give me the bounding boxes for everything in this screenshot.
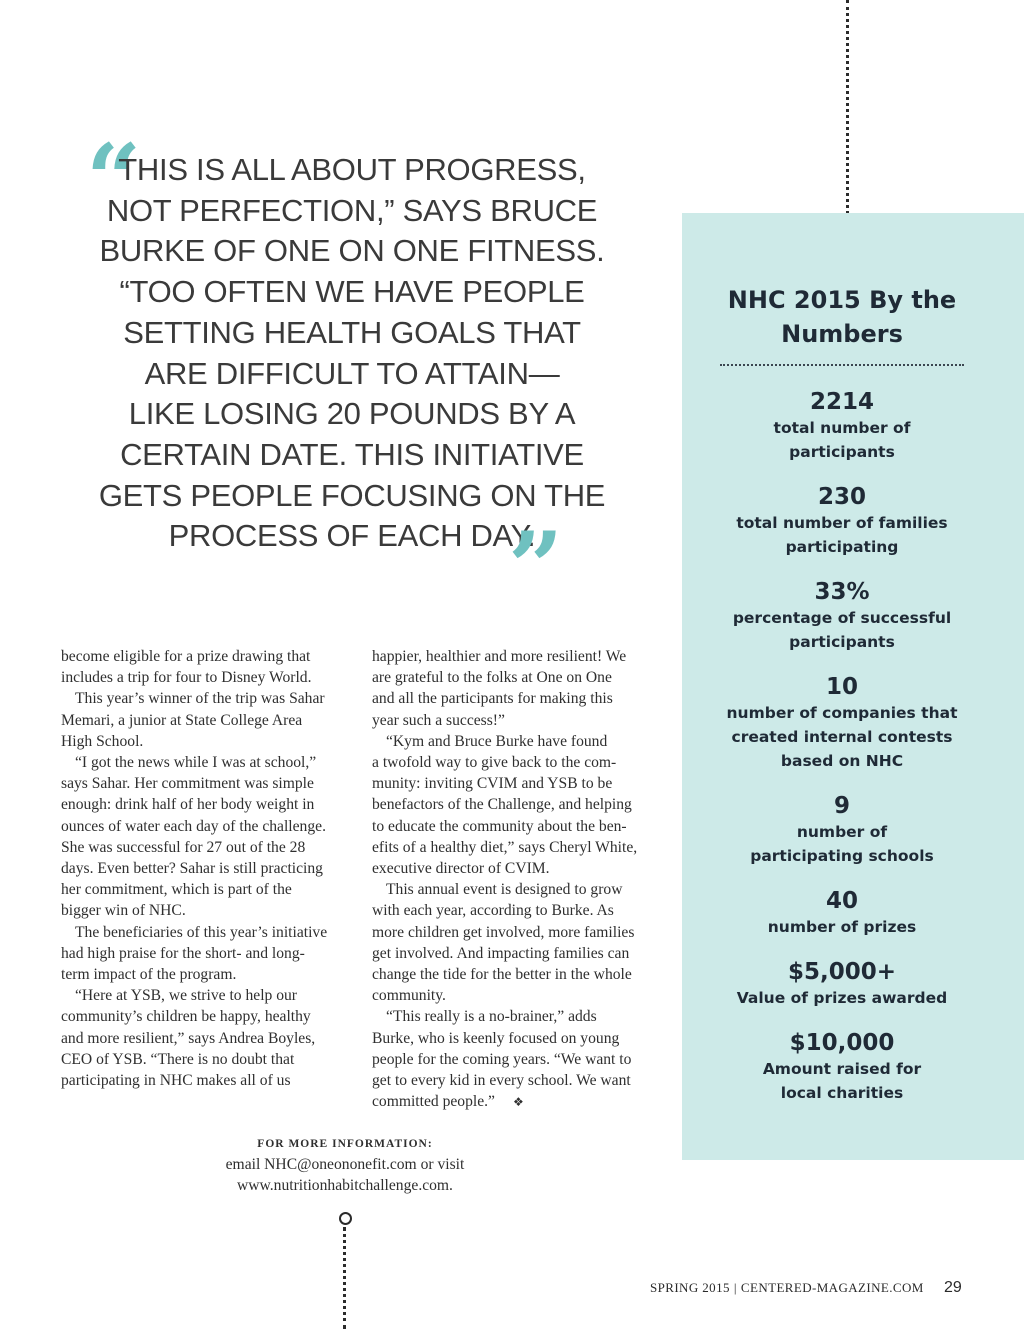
stat-label (682, 1057, 1002, 1105)
article-line: days. Even better? Sahar is still practicing (61, 860, 323, 878)
footer-site: CENTERED-MAGAZINE.COM (740, 1280, 924, 1295)
article-line: and all the participants for making this (372, 690, 613, 708)
stat-label-line: local charities (780, 1084, 904, 1102)
stat-item (682, 388, 1002, 464)
open-quote-mark: “ (86, 123, 142, 236)
sidebar-title (682, 283, 1002, 351)
stat-label (682, 820, 1002, 868)
pull-quote-line: PROCESS OF EACH DAY. (168, 518, 536, 554)
stat-label (682, 511, 1002, 559)
pull-quote (96, 150, 608, 557)
article-line: year such a success!” (372, 711, 505, 729)
article-line: get to every kid in every school. We want (372, 1072, 631, 1090)
stat-value: $10,000 (789, 1030, 895, 1056)
article-line: bigger win of NHC. (61, 902, 186, 920)
pull-quote-line: SETTING HEALTH GOALS THAT (123, 314, 581, 350)
article-line: Memari, a junior at State College Area (61, 711, 303, 729)
article-line: and more resilient,” says Andrea Boyles, (61, 1029, 316, 1047)
article-column-left (61, 646, 343, 1091)
article-line: ounces of water each day of the challenge. (61, 817, 326, 835)
article-line: Burke, who is keenly focused on young (372, 1029, 620, 1047)
stat-item (682, 1029, 1002, 1105)
stat-item (682, 673, 1002, 773)
article-line: are grateful to the folks at One on One (372, 669, 612, 687)
pull-quote-line: THIS IS ALL ABOUT PROGRESS, (118, 152, 586, 187)
page-number: 29 (944, 1279, 962, 1296)
article-line: “I got the news while I was at school,” (75, 754, 317, 772)
more-info-block (200, 1138, 490, 1196)
stat-item (682, 578, 1002, 654)
article-line: CEO of YSB. “There is no doubt that (61, 1050, 295, 1068)
article-line: had high praise for the short- and long- (61, 944, 305, 962)
article-line: benefactors of the Challenge, and helping (372, 796, 632, 814)
stat-label (682, 915, 1002, 939)
stat-value: 9 (833, 793, 850, 819)
article-line: people for the coming years. “We want to (372, 1050, 632, 1068)
stat-label-line: number of (796, 823, 888, 841)
article-line: become eligible for a prize drawing that (61, 648, 311, 665)
stat-label (682, 416, 1002, 464)
stat-label-line: total number of (773, 419, 911, 437)
stat-item (682, 958, 1002, 1010)
article-line: This annual event is designed to grow (386, 881, 623, 899)
end-mark-icon: ❖ (512, 1095, 524, 1110)
stat-value: 10 (825, 674, 858, 700)
footer-separator: | (733, 1280, 737, 1295)
article-line: The beneficiaries of this year’s initiative (75, 923, 328, 941)
stat-label-line: participating schools (750, 847, 934, 865)
article-line: High School. (61, 732, 144, 750)
sidebar-divider (720, 364, 964, 366)
article-line: more children get involved, more families (372, 923, 635, 941)
article-line: munity: inviting CVIM and YSB to be (372, 775, 613, 793)
article-line: a twofold way to give back to the com- (372, 754, 617, 772)
stat-label-line: percentage of successful (732, 609, 952, 627)
stat-label-line: total number of families (736, 514, 948, 532)
pull-quote-line: CERTAIN DATE. THIS INITIATIVE (120, 436, 584, 472)
pull-quote-line: ARE DIFFICULT TO ATTAIN— (144, 355, 560, 391)
top-dotted-line (846, 0, 849, 238)
stat-label-line: Value of prizes awarded (736, 989, 948, 1007)
bottom-dotted-line (343, 1227, 346, 1329)
article-line: efits of a healthy diet,” says Cheryl White, (372, 838, 638, 856)
stat-label-line: based on NHC (780, 752, 904, 770)
stats-sidebar (682, 213, 1024, 1160)
article-line: committed people.” (372, 1093, 495, 1111)
stat-value: 2214 (809, 389, 874, 415)
pull-quote-line: GETS PEOPLE FOCUSING ON THE (98, 477, 606, 513)
more-info-website-line: www.nutritionhabitchallenge.com. (237, 1177, 453, 1194)
stat-item (682, 792, 1002, 868)
article-line: She was successful for 27 out of the 28 (61, 838, 306, 856)
stat-label-line: number of companies that (726, 704, 958, 722)
stat-label (682, 606, 1002, 654)
stat-label (682, 986, 1002, 1010)
article-column-right (372, 646, 654, 1113)
article-line: executive director of CVIM. (372, 860, 550, 878)
article-line: “Kym and Bruce Burke have found (386, 732, 608, 750)
stat-label-line: created internal contests (731, 728, 953, 746)
stat-value: 33% (814, 579, 870, 605)
article-line: happier, healthier and more resilient! We (372, 648, 627, 665)
stat-label-line: Amount raised for (762, 1060, 922, 1078)
article-line: participating in NHC makes all of us (61, 1072, 291, 1090)
article-line: “This really is a no-brainer,” adds (386, 1008, 597, 1026)
bottom-connector-ring (339, 1212, 352, 1225)
article-line: community. (372, 987, 446, 1005)
article-line: includes a trip for four to Disney World. (61, 669, 312, 687)
pull-quote-line: LIKE LOSING 20 POUNDS BY A (128, 396, 576, 432)
stat-label (682, 701, 1002, 773)
more-info-email-line: email NHC@oneononefit.com or visit (225, 1156, 465, 1173)
article-line: her commitment, which is part of the (61, 881, 292, 899)
stat-value: 230 (817, 484, 866, 510)
pull-quote-line: NOT PERFECTION,” SAYS BRUCE (106, 192, 598, 228)
article-line: enough: drink half of her body weight in (61, 796, 315, 814)
sidebar-title-line: Numbers (781, 320, 903, 348)
sidebar-title-line: NHC 2015 By the (727, 286, 957, 314)
pull-quote-line: BURKE OF ONE ON ONE FITNESS. (99, 233, 605, 269)
stat-value: $5,000+ (787, 959, 897, 985)
stat-item (682, 887, 1002, 939)
article-line: community’s children be happy, healthy (61, 1008, 311, 1026)
article-line: “Here at YSB, we strive to help our (75, 987, 298, 1005)
stat-label-line: participants (789, 443, 895, 461)
more-info-body (200, 1154, 490, 1196)
page-footer (650, 1280, 970, 1296)
stat-label-line: participating (785, 538, 899, 556)
stat-label-line: participants (789, 633, 895, 651)
article-line: to educate the community about the ben- (372, 817, 627, 835)
footer-issue: SPRING 2015 (650, 1280, 730, 1295)
article-line: change the tide for the better in the whole (372, 966, 632, 984)
article-line: get involved. And impacting families can (372, 944, 630, 962)
article-line: This year’s winner of the trip was Sahar (75, 690, 325, 708)
article-line: says Sahar. Her commitment was simple (61, 775, 314, 793)
close-quote-mark: ” (508, 511, 564, 624)
stat-item (682, 483, 1002, 559)
article-line: with each year, according to Burke. As (372, 902, 614, 920)
pull-quote-line: “TOO OFTEN WE HAVE PEOPLE (119, 274, 585, 310)
stat-value: 40 (825, 888, 858, 914)
article-line: term impact of the program. (61, 966, 237, 984)
more-info-heading: FOR MORE INFORMATION: (257, 1138, 433, 1150)
stat-label-line: number of prizes (767, 918, 917, 936)
